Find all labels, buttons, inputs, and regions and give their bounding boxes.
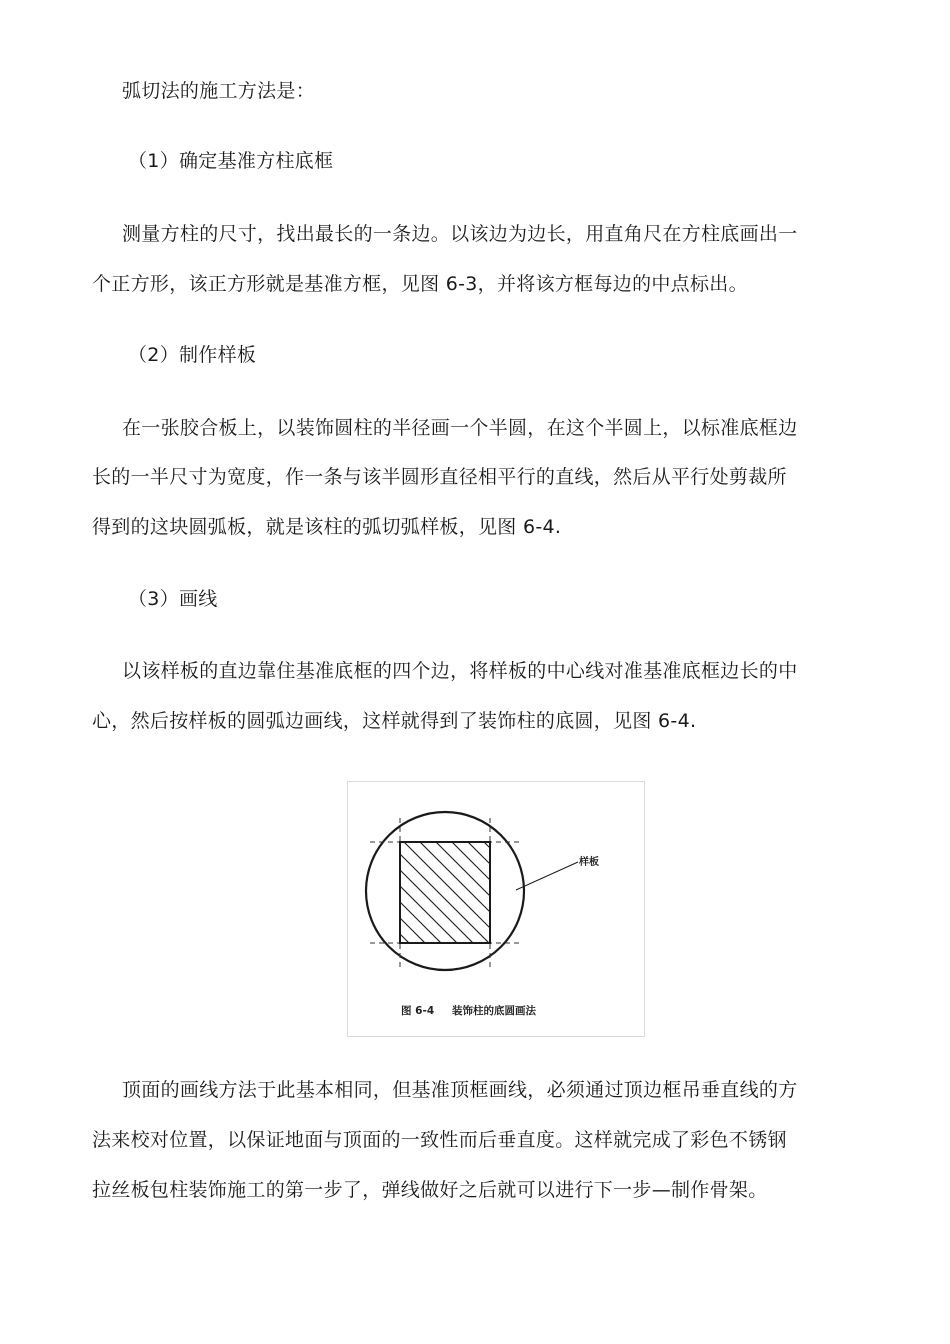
step1-heading: （1）确定基准方柱底框 [128, 150, 334, 172]
intro-text: 弧切法的施工方法是： [122, 80, 316, 102]
step2-line-2: 长的一半尺寸为宽度，作一条与该半圆形直径相平行的直线，然后从平行处剪裁所 [92, 466, 787, 488]
outer-circle [366, 812, 524, 970]
figure-caption-title: 装饰柱的底圆画法 [452, 1005, 536, 1017]
dashed-guide-lines [370, 818, 520, 969]
step1-line-1: 测量方柱的尺寸，找出最长的一条边。以该边为边长，用直角尺在方柱底画出一 [122, 223, 798, 245]
step3-heading: （3）画线 [128, 588, 218, 610]
base-square [400, 842, 490, 943]
step2-heading: （2）制作样板 [128, 344, 257, 366]
step2-line-1: 在一张胶合板上，以装饰圆柱的半径画一个半圆，在这个半圆上，以标准底框边 [122, 417, 798, 439]
figure-6-4 [347, 781, 645, 1037]
closing-line-1: 顶面的画线方法于此基本相同，但基准顶框画线，必须通过顶边框吊垂直线的方 [122, 1079, 798, 1101]
base-circle-diagram [348, 782, 644, 1036]
square-hatching [348, 782, 636, 962]
step1-line-2: 个正方形，该正方形就是基准方框，见图 6-3，并将该方框每边的中点标出。 [92, 273, 748, 295]
closing-line-2: 法来校对位置，以保证地面与顶面的一致性而后垂直度。这样就完成了彩色不锈钢 [92, 1129, 787, 1151]
figure-caption-number: 图 6-4 [401, 1005, 435, 1017]
leader-line [516, 862, 578, 890]
template-label: 样板 [579, 857, 599, 868]
step2-line-3: 得到的这块圆弧板，就是该柱的弧切弧样板，见图 6-4. [92, 516, 562, 538]
closing-line-3: 拉丝板包柱装饰施工的第一步了，弹线做好之后就可以进行下一步—制作骨架。 [92, 1179, 768, 1201]
step3-line-1: 以该样板的直边靠住基准底框的四个边，将样板的中心线对准基准底框边长的中 [122, 660, 798, 682]
step3-line-2: 心，然后按样板的圆弧边画线，这样就得到了装饰柱的底圆，见图 6-4. [92, 710, 697, 732]
